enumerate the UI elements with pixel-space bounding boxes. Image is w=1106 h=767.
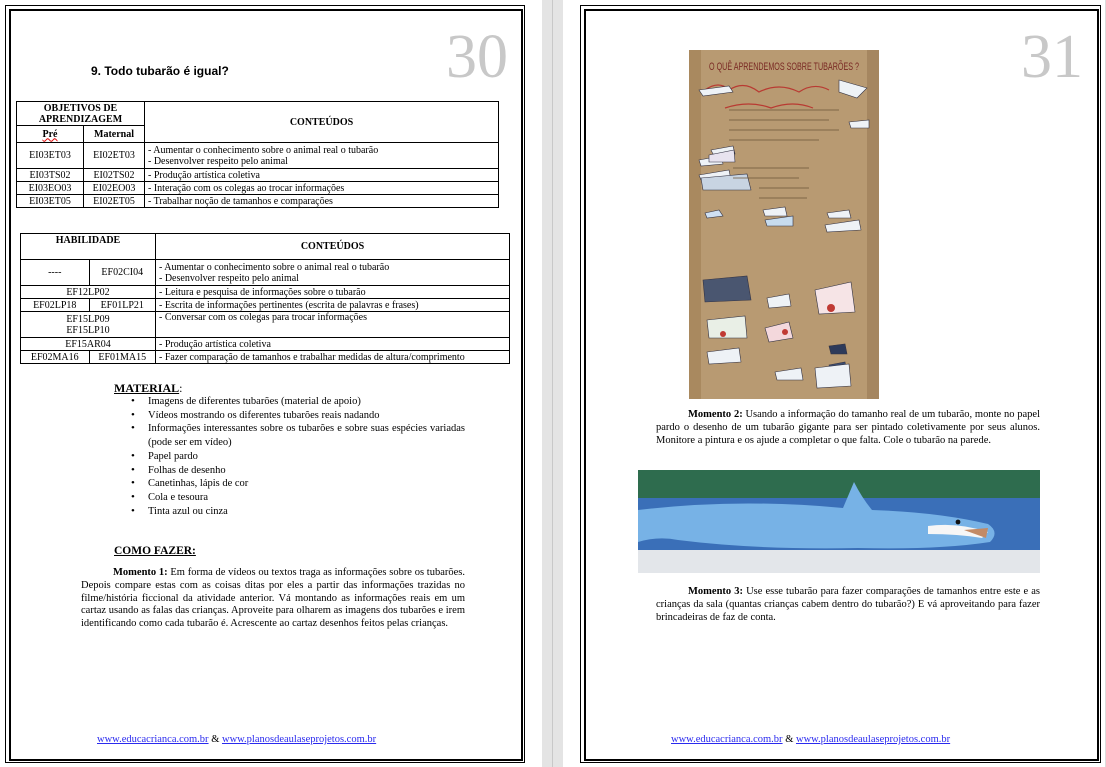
cell-code: EF02MA16 xyxy=(21,351,90,364)
table-row xyxy=(21,338,510,351)
table-row xyxy=(17,169,499,182)
col-conteudos: CONTEÚDOS xyxy=(145,102,499,143)
cell-code: EI03TS02 xyxy=(17,169,84,182)
page-30 xyxy=(0,0,542,767)
cell-code: EI03EO03 xyxy=(17,182,84,195)
cell-conteudo: - Conversar com os colegas para trocar informações xyxy=(156,312,510,338)
list-item: • Canetinhas, lápis de cor xyxy=(115,477,465,491)
list-item: • Tinta azul ou cinza xyxy=(115,505,465,519)
cell-code: EI02EO03 xyxy=(84,182,145,195)
cell-code: EF15LP09 EF15LP10 xyxy=(21,312,156,338)
table-row xyxy=(17,182,499,195)
cell-conteudo: - Fazer comparação de tamanhos e trabalhar medidas de altura/comprimento xyxy=(156,351,510,364)
momento-3-paragraph: Momento 3: Use esse tubarão para fazer comparações de tamanhos entre este e as crianças da sala (quantas crianças cabem dentro do tubarão?) E vá aproveitando para fazer brincadeiras de faz de conta. xyxy=(656,586,1040,623)
footer-link-educacrianca[interactable]: www.educacrianca.com.br xyxy=(97,734,209,745)
skills-table xyxy=(20,233,510,364)
cell-conteudo: - Produção artística coletiva xyxy=(145,169,499,182)
list-item: • Vídeos mostrando os diferentes tubarões reais nadando xyxy=(115,409,465,423)
list-item: • Folhas de desenho xyxy=(115,464,465,478)
footer-link-educacrianca[interactable]: www.educacrianca.com.br xyxy=(671,734,783,745)
cell-code: EI03ET05 xyxy=(17,195,84,208)
shark-mural-image xyxy=(638,470,1040,573)
poster-photo xyxy=(689,50,940,399)
col-habilidade: HABILIDADE xyxy=(21,234,156,260)
cell-conteudo: - Leitura e pesquisa de informações sobre o tubarão xyxy=(156,286,510,299)
material-title: MATERIAL: xyxy=(114,381,183,395)
col-conteudos: CONTEÚDOS xyxy=(156,234,510,260)
section-heading: 9. Todo tubarão é igual? xyxy=(91,64,229,78)
cell-code: EF15AR04 xyxy=(21,338,156,351)
gutter-divider xyxy=(552,0,553,767)
como-fazer-title: COMO FAZER: xyxy=(114,545,196,557)
table-row xyxy=(21,286,510,299)
col-pre: Pré xyxy=(17,126,84,143)
cell-code: ---- xyxy=(21,260,90,286)
momento-2-paragraph: Momento 2: Usando a informação do tamanho real de um tubarão, monte no papel pardo o desenho de um tubarão gigante para ser pintado coletivamente por seus alunos. Monitore a pintura e os ajude a completar o que falta. Cole o tubarão na parede. xyxy=(656,409,1040,446)
list-item: • Informações interessantes sobre os tubarões e sobre suas espécies variadas (pode ser em vídeo) xyxy=(115,422,465,449)
col-maternal: Maternal xyxy=(84,126,145,143)
shark-wall-photo xyxy=(638,470,1040,573)
page-number: 30 xyxy=(446,23,508,91)
list-item: • Cola e tesoura xyxy=(115,491,465,505)
cell-conteudo: - Produção artística coletiva xyxy=(156,338,510,351)
objectives-table xyxy=(16,101,499,208)
cell-code: EF02CI04 xyxy=(89,260,155,286)
poster-caption: O QUÊ APRENDEMOS SOBRE TUBARÕES ? xyxy=(709,61,940,73)
footer-link-planos[interactable]: www.planosdeaulaseprojetos.com.br xyxy=(795,734,951,745)
cell-code: EI03ET03 xyxy=(17,143,84,169)
footer-link-planos[interactable]: www.planosdeaulaseprojetos.com.br xyxy=(221,734,377,745)
cell-code: EI02TS02 xyxy=(84,169,145,182)
table-row xyxy=(17,195,499,208)
table-row xyxy=(21,299,510,312)
cell-code: EF02LP18 xyxy=(21,299,90,312)
table-row xyxy=(17,143,499,169)
cell-code: EF01MA15 xyxy=(89,351,155,364)
poster-image xyxy=(689,50,940,399)
material-list xyxy=(115,395,465,518)
footer: www.educacrianca.com.br & www.planosdeaulaseprojetos.com.br xyxy=(97,734,377,745)
list-item: • Papel pardo xyxy=(115,450,465,464)
table-row xyxy=(21,312,510,338)
page-31 xyxy=(563,0,1105,767)
table-row xyxy=(21,351,510,364)
cell-conteudo: - Aumentar o conhecimento sobre o animal real o tubarão - Desenvolver respeito pelo animal xyxy=(145,143,499,169)
cell-conteudo: - Interação com os colegas ao trocar informações xyxy=(145,182,499,195)
cell-code: EI02ET03 xyxy=(84,143,145,169)
footer: www.educacrianca.com.br & www.planosdeaulaseprojetos.com.br xyxy=(671,734,951,745)
list-item: • Imagens de diferentes tubarões (material de apoio) xyxy=(115,395,465,409)
momento-1-paragraph: Momento 1: Em forma de vídeos ou textos traga as informações sobre os tubarões. Depois compare estas com as coisas ditas por eles a partir das informações trazidas no filme/história ficcional da atividade anterior. Vá montando as informações reais em um cartaz usando as falas das crianças. Aproveite para olharem as imagens dos tubarões e irem identificando como cada tubarão é. Acrescente ao cartaz desenhos feitos pelas crianças. xyxy=(81,567,465,630)
cell-code: EF01LP21 xyxy=(89,299,155,312)
col-objetivos: OBJETIVOS DE APRENDIZAGEM xyxy=(17,102,145,126)
page-number: 31 xyxy=(1021,23,1083,91)
cell-conteudo: - Aumentar o conhecimento sobre o animal real o tubarão - Desenvolver respeito pelo animal xyxy=(156,260,510,286)
cell-code: EF12LP02 xyxy=(21,286,156,299)
cell-conteudo: - Trabalhar noção de tamanhos e comparações xyxy=(145,195,499,208)
cell-code: EI02ET05 xyxy=(84,195,145,208)
cell-conteudo: - Escrita de informações pertinentes (escrita de palavras e frases) xyxy=(156,299,510,312)
table-row xyxy=(21,260,510,286)
